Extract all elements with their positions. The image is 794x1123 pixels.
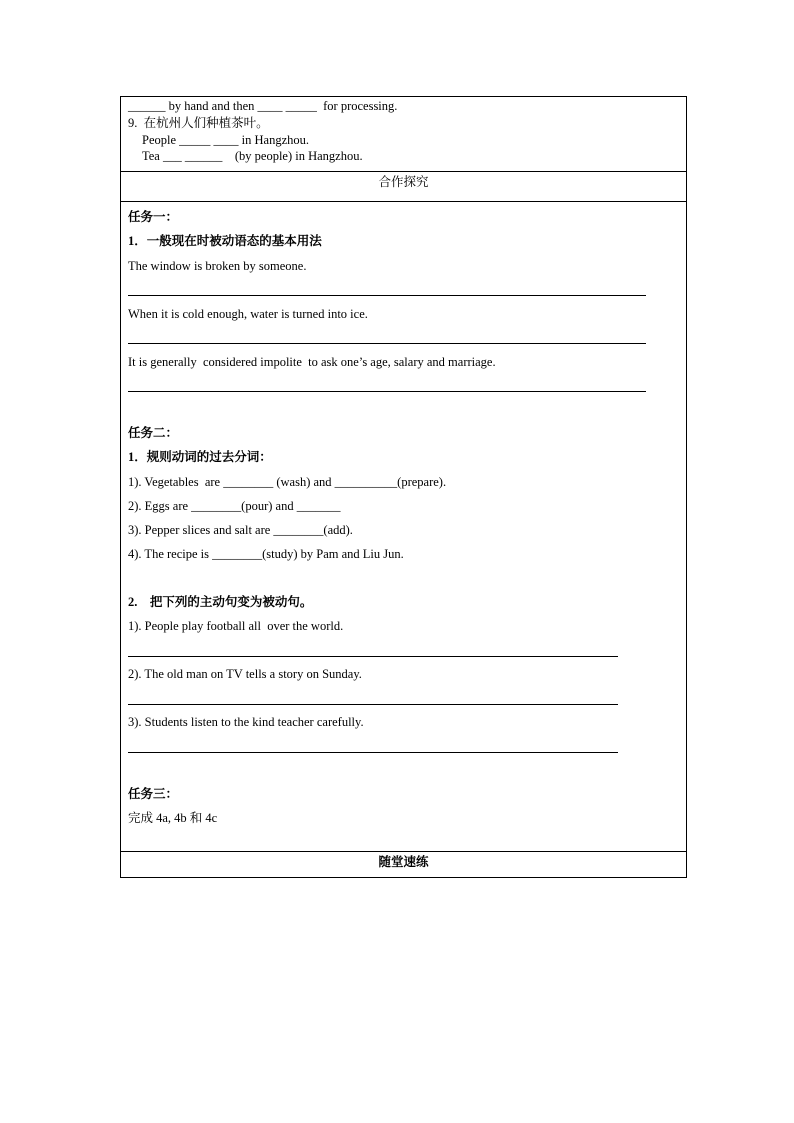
question-9-part-b: Tea ___ ______ (by people) in Hangzhou. [142, 149, 363, 163]
row-divider [121, 851, 686, 852]
task3-title: 任务三： [128, 787, 179, 801]
task2-item: 1). Vegetables are ________ (wash) and __________(prepare). [128, 475, 447, 489]
task2-title: 任务二： [128, 426, 179, 440]
task1-sentence: When it is cold enough, water is turned into ice. [128, 307, 368, 321]
task1-sentence: The window is broken by someone. [128, 259, 307, 273]
task3-text: 完成 4a, 4b 和 4c [128, 811, 218, 825]
question-9: 9. 在杭州人们种植茶叶。 [128, 116, 269, 130]
worksheet-table [120, 96, 687, 878]
fill-line-processing: ______ by hand and then ____ _____ for processing. [128, 99, 398, 113]
task1-title: 任务一： [128, 210, 179, 224]
answer-line [128, 343, 646, 344]
answer-line [128, 752, 618, 753]
transform-sentence: 2). The old man on TV tells a story on Sunday. [128, 667, 362, 681]
task2-item: 3). Pepper slices and salt are ________(add). [128, 523, 353, 537]
answer-line [128, 391, 646, 392]
section-heading-cooperative: 合作探究 [378, 175, 429, 189]
task1-sentence: It is generally considered impolite to ask one’s age, salary and marriage. [128, 355, 496, 369]
section-heading-practice: 随堂速练 [378, 855, 429, 869]
transform-sentence: 1). People play football all over the world. [128, 619, 344, 633]
task2-heading: 1．规则动词的过去分词： [128, 450, 272, 464]
task1-heading: 1．一般现在时被动语态的基本用法 [128, 234, 322, 248]
answer-line [128, 295, 646, 296]
answer-line [128, 704, 618, 705]
row-divider [121, 201, 686, 202]
transform-sentence: 3). Students listen to the kind teacher carefully. [128, 715, 364, 729]
task2-item: 2). Eggs are ________(pour) and _______ [128, 499, 341, 513]
question-9-part-a: People _____ ____ in Hangzhou. [142, 133, 309, 147]
task2-item: 4). The recipe is ________(study) by Pam and Liu Jun. [128, 547, 404, 561]
row-divider [121, 171, 686, 172]
task2-heading2: 2. 把下列的主动句变为被动句。 [128, 595, 313, 609]
answer-line [128, 656, 618, 657]
